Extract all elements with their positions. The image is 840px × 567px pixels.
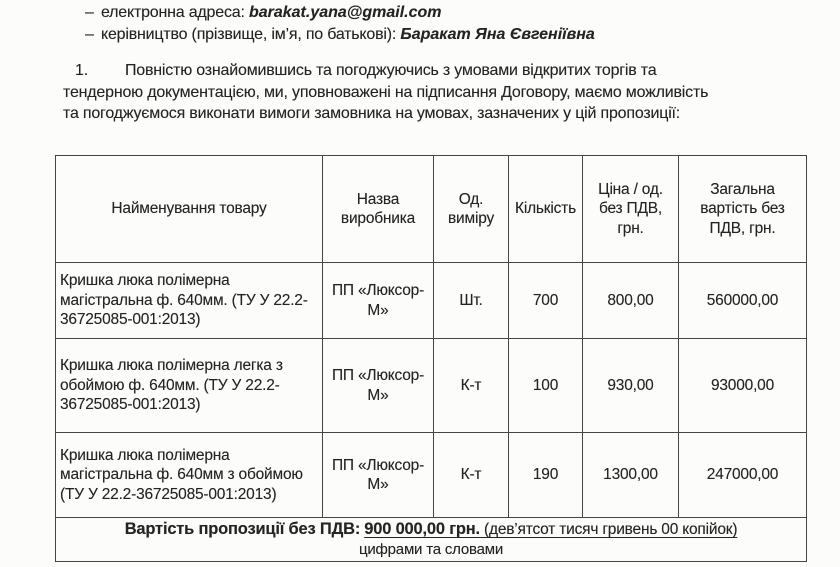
email-line bbox=[85, 2, 595, 24]
proposal-total-line bbox=[60, 520, 802, 540]
total-amount-words: (дев’ятсот тисяч гривень 00 копійок) bbox=[484, 521, 738, 539]
col-header-quantity: Кількість bbox=[509, 156, 583, 263]
director-line bbox=[85, 24, 595, 46]
unit-price-cell: 800,00 bbox=[583, 263, 679, 339]
list-dash: – bbox=[85, 4, 94, 21]
digits-and-words-caption: цифрами та словами bbox=[358, 540, 504, 558]
unit-cell: К-т bbox=[434, 339, 509, 433]
paragraph-text: Повністю ознайомившись та погоджуючись з умовами відкритих торгів та тендерною документацією, ми, уповноважені на підписання Договору, маємо можливість та погоджуємося виконати вимоги замовника на умовах, зазначених у цій пропозиції: bbox=[63, 62, 709, 122]
unit-price-cell: 930,00 bbox=[583, 339, 679, 433]
total-cell: 93000,00 bbox=[679, 339, 807, 433]
product-name-cell: Кришка люка полімерна легка з обоймою ф. 640мм. (ТУ У 22.2-36725085-001:2013) bbox=[56, 339, 323, 433]
quantity-cell: 100 bbox=[509, 339, 583, 433]
proposal-total-cell bbox=[56, 518, 807, 562]
table-row bbox=[56, 339, 807, 433]
col-header-total: Загальна вартість без ПДВ, грн. bbox=[679, 156, 807, 263]
quantity-cell: 700 bbox=[509, 263, 583, 339]
manufacturer-cell: ПП «Люксор-М» bbox=[323, 263, 434, 339]
director-name: Баракат Яна Євгеніївна bbox=[400, 25, 595, 43]
product-name-cell: Кришка люка полімерна магістральна ф. 640мм з обоймою (ТУ У 22.2-36725085-001:2013) bbox=[56, 433, 323, 518]
email-value: barakat.yana@gmail.com bbox=[248, 4, 442, 21]
total-cell: 247000,00 bbox=[679, 433, 807, 518]
director-label: керівництво (прізвище, ім’я, по батькові): bbox=[101, 25, 397, 43]
table-row bbox=[56, 433, 807, 518]
col-header-unit-price: Ціна / од. без ПДВ, грн. bbox=[583, 156, 679, 263]
products-table bbox=[55, 155, 807, 562]
manufacturer-cell: ПП «Люксор-М» bbox=[323, 339, 434, 433]
list-dash: – bbox=[85, 25, 94, 43]
paragraph-number: 1. bbox=[75, 62, 88, 79]
col-header-manufacturer: Назва виробника bbox=[323, 156, 434, 263]
contact-block bbox=[85, 2, 595, 45]
proposal-total-label: Вартість пропозиції без ПДВ: bbox=[124, 520, 361, 539]
col-header-unit: Од. виміру bbox=[434, 156, 509, 263]
unit-cell: Шт. bbox=[434, 263, 509, 339]
unit-price-cell: 1300,00 bbox=[583, 433, 679, 518]
table-header-row bbox=[56, 156, 807, 263]
manufacturer-cell: ПП «Люксор-М» bbox=[323, 433, 434, 518]
total-cell: 560000,00 bbox=[679, 263, 807, 339]
col-header-product-name: Найменування товару bbox=[56, 156, 323, 263]
unit-cell: К-т bbox=[434, 433, 509, 518]
table-row bbox=[56, 263, 807, 339]
intro-paragraph bbox=[63, 60, 718, 125]
product-name-cell: Кришка люка полімерна магістральна ф. 640мм. (ТУ У 22.2-36725085-001:2013) bbox=[56, 263, 323, 339]
quantity-cell: 190 bbox=[509, 433, 583, 518]
email-label: електронна адреса: bbox=[101, 4, 245, 21]
total-amount-digits: 900 000,00 грн. bbox=[364, 520, 480, 539]
proposal-total-value bbox=[364, 521, 737, 538]
table-footer-row bbox=[56, 518, 807, 562]
